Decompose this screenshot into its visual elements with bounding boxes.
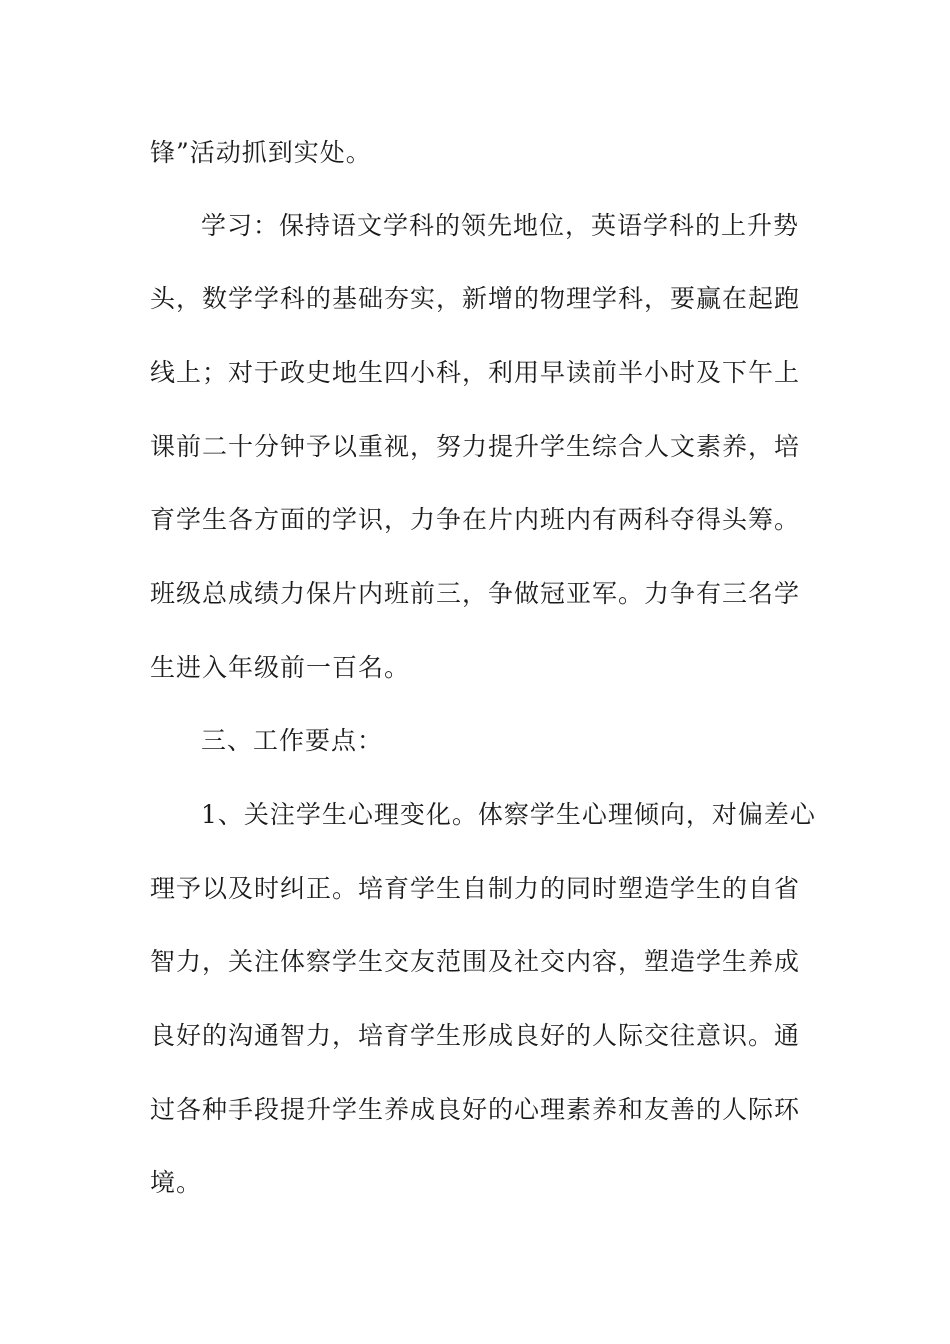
text-line: 生进入年级前一百名。: [150, 653, 411, 682]
text-line: 线上；对于政史地生四小科，利用早读前半小时及下午上: [150, 358, 801, 387]
paragraph-start-line: 学习：保持语文学科的领先地位，英语学科的上升势: [201, 211, 800, 240]
text-line: 境。: [150, 1168, 203, 1197]
text-line: 班级总成绩力保片内班前三，争做冠亚军。力争有三名学: [150, 579, 801, 608]
text-line: 育学生各方面的学识，力争在片内班内有两科夺得头筹。: [150, 505, 801, 534]
text-line: 锋”活动抓到实处。: [150, 138, 372, 167]
paragraph-start-line: 1、关注学生心理变化。体察学生心理倾向，对偏差心: [201, 800, 816, 829]
text-line: 理予以及时纠正。培育学生自制力的同时塑造学生的自省: [150, 874, 801, 903]
text-line: 过各种手段提升学生养成良好的心理素养和友善的人际环: [150, 1095, 801, 1124]
section-heading: 三、工作要点：: [201, 726, 384, 755]
text-line: 课前二十分钟予以重视，努力提升学生综合人文素养，培: [150, 432, 801, 461]
text-line: 头，数学学科的基础夯实，新增的物理学科，要赢在起跑: [150, 284, 801, 313]
text-line: 良好的沟通智力，培育学生形成良好的人际交往意识。通: [150, 1021, 801, 1050]
text-line: 智力，关注体察学生交友范围及社交内容，塑造学生养成: [150, 947, 801, 976]
